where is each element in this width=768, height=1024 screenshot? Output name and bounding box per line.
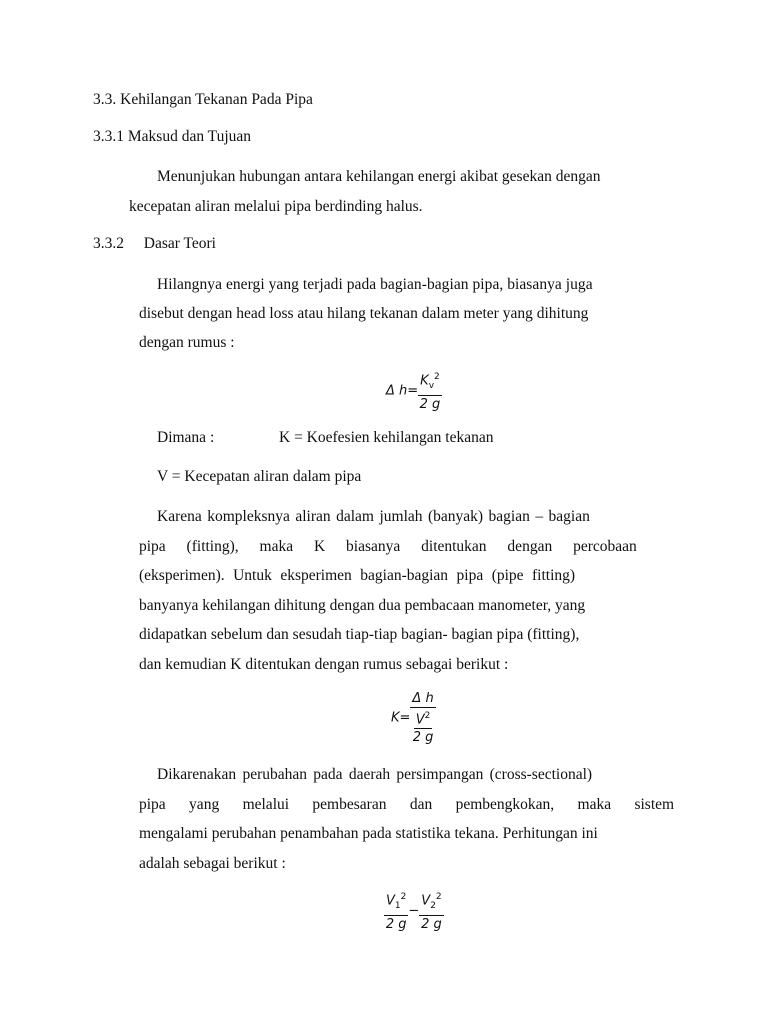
formula2-inner-numerator bbox=[414, 709, 433, 729]
paragraph-3-line-6: dan kemudian K ditentukan dengan rumus sebagai berikut : bbox=[139, 656, 509, 673]
paragraph-3-line-4: banyanya kehilangan dihitung dengan dua pembacaan manometer, yang bbox=[139, 597, 586, 614]
formula2-fraction bbox=[410, 691, 435, 745]
dimana-label: Dimana : bbox=[157, 429, 215, 446]
heading-3-3-1: 3.3.1 Maksud dan Tujuan bbox=[93, 128, 252, 145]
paragraph-4-line-1: Dikarenakan perubahan pada daerah persimpangan (cross-sectional) bbox=[157, 766, 593, 783]
formula1-fraction bbox=[418, 370, 442, 412]
paragraph-1-line-1 bbox=[157, 167, 674, 187]
formula3-term2-denominator: 2 g bbox=[421, 916, 442, 932]
formula-head-loss bbox=[386, 370, 442, 412]
formula3-term1-numerator bbox=[384, 890, 408, 916]
formula2-denominator bbox=[413, 708, 434, 745]
formula2-v: V bbox=[415, 712, 425, 728]
formula3-term2-numerator bbox=[419, 890, 443, 916]
formula2-inner-fraction bbox=[413, 709, 434, 745]
formula3-v2: V bbox=[421, 893, 431, 909]
p1-line1-text: Menunjukan hubungan antara kehilangan energi akibat gesekan dengan bbox=[157, 168, 601, 185]
paragraph-3-line-3: (eksperimen). Untuk eksperimen bagian-bagian pipa (pipe fitting) bbox=[139, 567, 576, 584]
formula1-numerator bbox=[418, 370, 442, 396]
formula2-sup: 2 bbox=[424, 711, 431, 721]
heading-3-3-2-title: Dasar Teori bbox=[143, 235, 216, 252]
heading-3-3-2 bbox=[93, 234, 216, 254]
paragraph-3-line-5: didapatkan sebelum dan sesudah tiap-tiap bagian- bagian pipa (fitting), bbox=[139, 626, 580, 643]
paragraph-1-line-2: kecepatan aliran melalui pipa berdinding halus. bbox=[129, 198, 423, 215]
formula1-sub-v: v bbox=[428, 380, 435, 391]
formula1-lhs: Δ h= bbox=[386, 383, 419, 399]
formula3-term2 bbox=[419, 890, 443, 932]
paragraph-2-line-3: dengan rumus : bbox=[139, 334, 235, 351]
formula3-minus: − bbox=[408, 903, 420, 919]
paragraph-4-line-4: adalah sebagai berikut : bbox=[139, 855, 286, 872]
paragraph-2-line-2: disebut dengan head loss atau hilang tekanan dalam meter yang dihitung bbox=[139, 305, 589, 322]
formula3-sub-1: 1 bbox=[394, 900, 401, 911]
dimana-v-definition: V = Kecepatan aliran dalam pipa bbox=[157, 468, 362, 485]
formula1-sup: 2 bbox=[434, 372, 440, 382]
formula3-term1-denominator: 2 g bbox=[385, 916, 407, 932]
formula3-sup-2: 2 bbox=[435, 892, 442, 902]
formula3-v1: V bbox=[386, 893, 395, 909]
heading-3-3-2-number: 3.3.2 bbox=[93, 235, 124, 252]
formula3-sup-1: 2 bbox=[400, 892, 407, 902]
formula2-inner-denominator: 2 g bbox=[412, 730, 434, 746]
formula-k bbox=[391, 691, 436, 745]
paragraph-4-line-3: mengalami perubahan penambahan pada statistika tekana. Perhitungan ini bbox=[139, 825, 598, 842]
formula3-term1 bbox=[384, 890, 408, 932]
paragraph-3-line-1: Karena kompleksnya aliran dalam jumlah (banyak) bagian – bagian bbox=[157, 508, 590, 525]
paragraph-4-line-2: pipa yang melalui pembesaran dan pembengkokan, maka sistem bbox=[139, 796, 675, 813]
heading-3-3: 3.3. Kehilangan Tekanan Pada Pipa bbox=[93, 91, 313, 108]
paragraph-2-line-1: Hilangnya energi yang terjadi pada bagian-bagian pipa, biasanya juga bbox=[157, 276, 593, 293]
formula1-denominator: 2 g bbox=[419, 396, 441, 412]
paragraph-3-line-2: pipa (fitting), maka K biasanya ditentukan dengan percobaan bbox=[139, 538, 637, 555]
formula2-lhs: K= bbox=[391, 710, 411, 726]
formula1-k: K bbox=[420, 373, 429, 389]
dimana-k-definition: K = Koefesien kehilangan tekanan bbox=[279, 429, 494, 446]
formula2-numerator: Δ h bbox=[412, 691, 434, 706]
formula3-sub-2: 2 bbox=[430, 900, 436, 911]
formula-velocity-difference bbox=[384, 890, 444, 932]
